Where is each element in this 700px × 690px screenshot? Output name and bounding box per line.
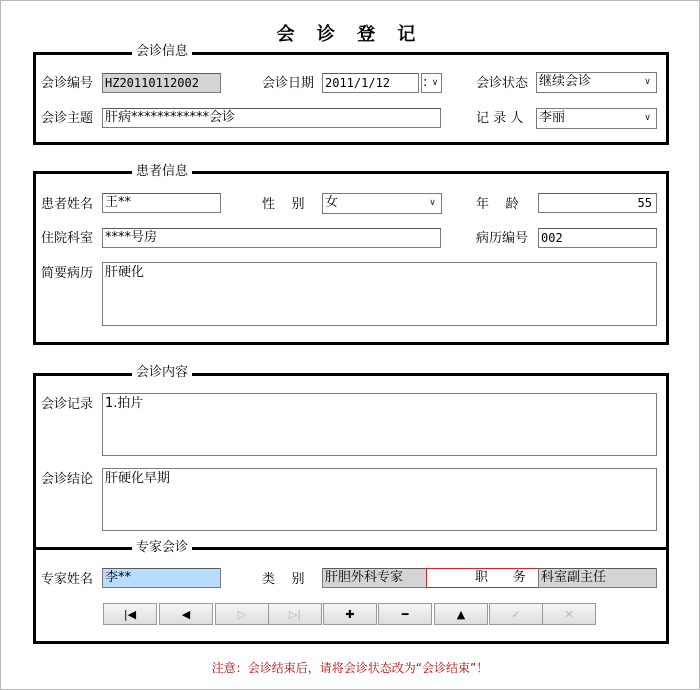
patient-name-label: 患者姓名	[41, 197, 94, 212]
gender-select[interactable]	[322, 193, 442, 214]
consult-status-value: 继续会诊	[539, 74, 592, 89]
chevron-down-icon: ∨	[429, 198, 436, 208]
consult-date-field[interactable]: 2011/1/12	[322, 73, 419, 93]
consult-content-legend: 会诊内容	[132, 366, 192, 380]
page-title: 会 诊 登 记	[276, 24, 424, 45]
chevron-down-icon: ∨	[644, 77, 651, 87]
save-record-button[interactable]	[489, 603, 543, 625]
consult-info-legend: 会诊信息	[132, 45, 192, 59]
consult-conclusion-label: 会诊结论	[41, 472, 94, 487]
consult-record-textarea[interactable]: 1.拍片	[102, 393, 657, 456]
expert-title-label-box	[426, 568, 546, 588]
chevron-down-icon: ∨	[644, 113, 651, 123]
consult-no-label: 会诊编号	[41, 76, 94, 91]
expert-type-field[interactable]: 肝胆外科专家	[322, 568, 427, 588]
gender-value: 女	[325, 195, 339, 210]
add-record-button[interactable]	[323, 603, 377, 625]
last-icon: ▷|	[288, 607, 302, 621]
consult-no-field[interactable]: HZ20110112002	[102, 73, 221, 93]
expert-title-label: 职 务	[475, 570, 526, 585]
consult-status-label: 会诊状态	[476, 76, 529, 91]
edit-record-button[interactable]	[434, 603, 488, 625]
age-field[interactable]: 55	[538, 193, 657, 213]
date-picker-text: :	[423, 75, 428, 90]
cancel-edit-button[interactable]	[542, 603, 596, 625]
consult-topic-label: 会诊主题	[41, 111, 94, 126]
close-icon: ✕	[564, 607, 574, 621]
next-icon: ▷	[237, 607, 247, 621]
expert-legend: 专家会诊	[132, 541, 192, 555]
minus-icon: ━	[401, 607, 409, 621]
recorder-value: 李丽	[539, 110, 566, 125]
patient-info-legend: 患者信息	[132, 165, 192, 179]
age-label: 年 龄	[476, 197, 519, 212]
notice-text: 注意：会诊结束后，请将会诊状态改为“会诊结束”！	[211, 661, 489, 675]
consult-info-group	[33, 52, 669, 145]
up-triangle-icon: ▲	[456, 607, 466, 621]
expert-type-label: 类 别	[262, 572, 305, 587]
prev-record-button[interactable]	[159, 603, 213, 625]
consult-record-label: 会诊记录	[41, 397, 94, 412]
check-icon: ✓	[511, 607, 521, 621]
dept-field[interactable]: ****号房	[102, 228, 441, 248]
prev-icon: ◀	[181, 607, 191, 621]
delete-record-button[interactable]	[378, 603, 432, 625]
expert-name-label: 专家姓名	[41, 572, 94, 587]
expert-name-field[interactable]: 李**	[102, 568, 221, 588]
consult-conclusion-textarea[interactable]: 肝硬化早期	[102, 468, 657, 531]
recorder-select[interactable]	[536, 108, 657, 129]
first-record-button[interactable]	[103, 603, 157, 625]
history-label: 简要病历	[41, 266, 94, 281]
consult-topic-field[interactable]: 肝病************会诊	[102, 108, 441, 128]
consult-status-select[interactable]	[536, 72, 657, 93]
gender-label: 性 别	[262, 197, 305, 212]
recorder-label: 记 录 人	[476, 111, 524, 126]
next-record-button[interactable]	[215, 603, 269, 625]
consult-date-picker[interactable]	[421, 73, 442, 93]
patient-name-field[interactable]: 王**	[102, 193, 221, 213]
first-icon: |◀	[123, 607, 137, 621]
consult-date-label: 会诊日期	[262, 76, 315, 91]
chevron-down-icon: ∨	[431, 78, 439, 88]
history-textarea[interactable]: 肝硬化	[102, 262, 657, 326]
dept-label: 住院科室	[41, 231, 94, 246]
expert-title-field[interactable]: 科室副主任	[538, 568, 657, 588]
last-record-button[interactable]	[268, 603, 322, 625]
record-no-field[interactable]: 002	[538, 228, 657, 248]
plus-icon: ✚	[345, 607, 355, 621]
record-no-label: 病历编号	[476, 231, 529, 246]
expert-divider	[33, 547, 669, 550]
